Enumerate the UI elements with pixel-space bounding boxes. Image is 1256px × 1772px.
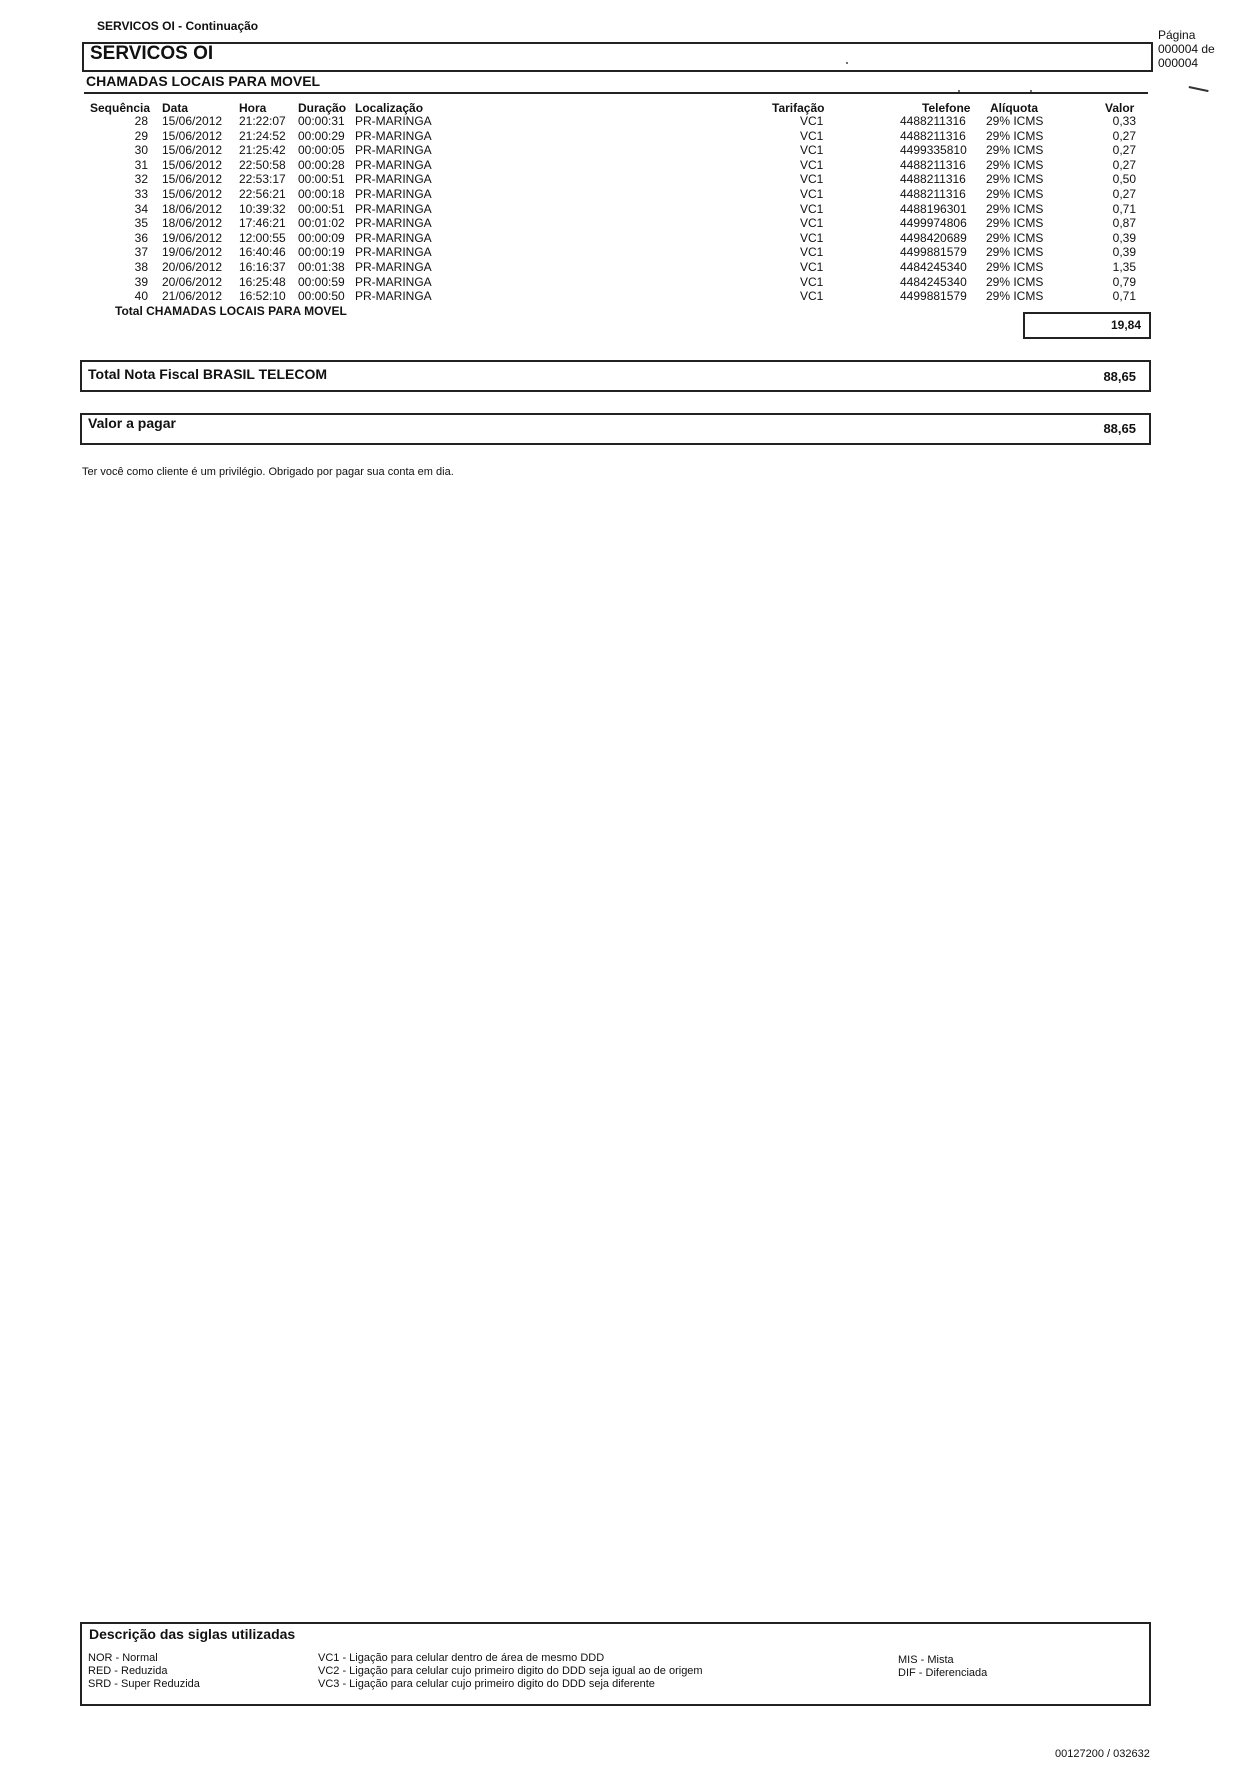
cell-hora: 10:39:32 — [239, 201, 286, 216]
cell-telefone: 4484245340 — [900, 260, 967, 274]
table-row — [0, 245, 1256, 260]
cell-duracao: 00:00:51 — [298, 201, 345, 216]
cell-duracao: 00:00:19 — [298, 245, 345, 260]
cell-tarifacao: VC1 — [800, 245, 824, 260]
cell-date: 18/06/2012 — [162, 216, 223, 231]
cell-tarifacao: VC1 — [800, 172, 824, 187]
col-header-valor: Valor — [1105, 101, 1135, 115]
cell-date: 15/06/2012 — [162, 187, 223, 201]
cell-telefone: 4488211316 — [900, 187, 966, 201]
cell-duracao: 00:00:09 — [298, 230, 345, 245]
table-row — [0, 202, 1256, 217]
cell-duracao: 00:00:05 — [298, 143, 345, 158]
legend-item: VC3 - Ligação para celular cujo primeiro digito do DDD seja diferente — [318, 1678, 655, 1690]
document-code: 00127200 / 032632 — [1055, 1748, 1150, 1760]
cell-valor: 0,27 — [1112, 143, 1136, 158]
cell-localizacao: PR-MARINGA — [355, 216, 432, 231]
cell-valor: 0,79 — [1112, 274, 1136, 289]
cell-aliquota: 29% ICMS — [986, 245, 1044, 260]
cell-valor: 0,39 — [1112, 245, 1136, 260]
cell-valor: 0,27 — [1112, 157, 1136, 172]
cell-seq: 38 — [134, 260, 148, 274]
cell-valor: 0,27 — [1112, 187, 1136, 201]
legend-item: DIF - Diferenciada — [898, 1667, 988, 1679]
cell-telefone: 4484245340 — [900, 274, 967, 289]
cell-seq: 29 — [134, 128, 148, 143]
cell-hora: 17:46:21 — [239, 216, 286, 231]
table-row — [0, 187, 1256, 202]
cell-localizacao: PR-MARINGA — [355, 289, 432, 304]
cell-tarifacao: VC1 — [800, 230, 824, 245]
page-indicator — [1158, 28, 1215, 70]
cell-aliquota: 29% ICMS — [986, 114, 1044, 128]
cell-date: 20/06/2012 — [162, 274, 223, 289]
cell-telefone: 4499881579 — [900, 245, 967, 260]
cell-aliquota: 29% ICMS — [986, 260, 1044, 274]
cell-duracao: 00:00:59 — [298, 274, 345, 289]
cell-duracao: 00:00:51 — [298, 172, 345, 187]
cell-aliquota: 29% ICMS — [986, 143, 1044, 158]
cell-duracao: 00:01:02 — [298, 216, 345, 231]
cell-hora: 22:53:17 — [239, 172, 286, 187]
cell-tarifacao: VC1 — [800, 274, 824, 289]
cell-hora: 16:16:37 — [239, 260, 286, 274]
cell-telefone: 4488211316 — [900, 128, 966, 143]
cell-telefone: 4488196301 — [900, 201, 967, 216]
cell-tarifacao: VC1 — [800, 289, 824, 304]
table-row — [0, 158, 1256, 173]
cell-date: 15/06/2012 — [162, 128, 223, 143]
cell-localizacao: PR-MARINGA — [355, 187, 432, 201]
cell-date: 18/06/2012 — [162, 201, 223, 216]
legend-item: VC2 - Ligação para celular cujo primeiro digito do DDD seja igual ao de origem — [318, 1665, 703, 1677]
cell-valor: 0,71 — [1112, 289, 1136, 304]
legend-col-2 — [318, 1652, 703, 1691]
cell-seq: 32 — [134, 172, 148, 187]
cell-aliquota: 29% ICMS — [986, 289, 1044, 304]
valor-pagar-label: Valor a pagar — [88, 415, 176, 431]
cell-duracao: 00:01:38 — [298, 260, 345, 274]
cell-seq: 33 — [134, 187, 148, 201]
col-header-duracao: Duração — [298, 101, 347, 115]
cell-hora: 21:25:42 — [239, 143, 286, 158]
cell-telefone: 4499335810 — [900, 143, 967, 158]
cell-date: 20/06/2012 — [162, 260, 223, 274]
page-total: 000004 — [1158, 56, 1199, 70]
cell-hora: 21:24:52 — [239, 128, 286, 143]
cell-tarifacao: VC1 — [800, 128, 824, 143]
cell-seq: 35 — [134, 216, 148, 231]
col-header-telefone: Telefone — [922, 101, 971, 115]
cell-localizacao: PR-MARINGA — [355, 274, 432, 289]
cell-seq: 40 — [134, 289, 148, 304]
cell-telefone: 4499974806 — [900, 216, 967, 231]
col-header-hora: Hora — [239, 101, 267, 115]
section-title-box — [82, 42, 1153, 72]
cell-date: 15/06/2012 — [162, 172, 223, 187]
cell-hora: 22:56:21 — [239, 187, 286, 201]
cell-tarifacao: VC1 — [800, 187, 824, 201]
cell-aliquota: 29% ICMS — [986, 201, 1044, 216]
cell-localizacao: PR-MARINGA — [355, 128, 432, 143]
cell-tarifacao: VC1 — [800, 157, 824, 172]
cell-hora: 16:52:10 — [239, 289, 286, 304]
cell-hora: 16:25:48 — [239, 274, 286, 289]
cell-duracao: 00:00:31 — [298, 114, 345, 128]
cell-telefone: 4499881579 — [900, 289, 967, 304]
table-row — [0, 231, 1256, 246]
col-header-tarifacao: Tarifação — [772, 101, 825, 115]
cell-localizacao: PR-MARINGA — [355, 245, 432, 260]
cell-date: 19/06/2012 — [162, 230, 223, 245]
legend-col-3 — [898, 1654, 987, 1680]
cell-aliquota: 29% ICMS — [986, 157, 1044, 172]
cell-duracao: 00:00:29 — [298, 128, 345, 143]
legend-title: Descrição das siglas utilizadas — [89, 1626, 296, 1642]
cell-valor: 0,33 — [1112, 114, 1136, 128]
subtitle-underline — [84, 92, 1148, 94]
cell-duracao: 00:00:50 — [298, 289, 345, 304]
table-row — [0, 216, 1256, 231]
table-row — [0, 129, 1256, 144]
legend-item: SRD - Super Reduzida — [88, 1678, 200, 1690]
cell-date: 21/06/2012 — [162, 289, 223, 304]
section-total-value: 19,84 — [1110, 318, 1141, 332]
legend-col-1 — [88, 1652, 200, 1691]
legend-item: MIS - Mista — [898, 1654, 954, 1666]
cell-aliquota: 29% ICMS — [986, 128, 1044, 143]
legend-item: RED - Reduzida — [88, 1665, 168, 1677]
cell-tarifacao: VC1 — [800, 260, 824, 274]
cell-telefone: 4488211316 — [900, 172, 966, 187]
cell-seq: 34 — [134, 201, 148, 216]
scan-speck — [958, 90, 960, 92]
cell-localizacao: PR-MARINGA — [355, 201, 432, 216]
cell-valor: 0,27 — [1112, 128, 1136, 143]
scan-speck — [1030, 90, 1032, 92]
col-header-aliquota: Alíquota — [990, 101, 1038, 115]
page-label: Página — [1158, 28, 1196, 42]
cell-seq: 28 — [134, 114, 148, 128]
nota-fiscal-value: 88,65 — [1103, 369, 1136, 384]
valor-pagar-value: 88,65 — [1103, 421, 1136, 436]
scan-mark — [1187, 86, 1208, 98]
scan-speck — [846, 62, 848, 64]
cell-tarifacao: VC1 — [800, 143, 824, 158]
page-number: 000004 de — [1158, 42, 1215, 56]
cell-date: 15/06/2012 — [162, 114, 223, 128]
cell-aliquota: 29% ICMS — [986, 172, 1044, 187]
table-row — [0, 289, 1256, 304]
cell-localizacao: PR-MARINGA — [355, 260, 432, 274]
cell-valor: 0,39 — [1112, 230, 1136, 245]
table-row — [0, 260, 1256, 275]
cell-hora: 22:50:58 — [239, 157, 286, 172]
cell-seq: 36 — [134, 230, 148, 245]
section-total-label: Total CHAMADAS LOCAIS PARA MOVEL — [115, 304, 347, 318]
cell-localizacao: PR-MARINGA — [355, 114, 432, 128]
cell-aliquota: 29% ICMS — [986, 187, 1044, 201]
cell-valor: 0,87 — [1112, 216, 1136, 231]
legend-item: VC1 - Ligação para celular dentro de área de mesmo DDD — [318, 1652, 605, 1664]
cell-seq: 30 — [134, 143, 148, 158]
legend-item: NOR - Normal — [88, 1652, 158, 1664]
col-header-seq: Sequência — [90, 101, 151, 115]
cell-hora: 12:00:55 — [239, 230, 286, 245]
thank-you-message: Ter você como cliente é um privilégio. Obrigado por pagar sua conta em dia. — [82, 466, 454, 478]
cell-telefone: 4498420689 — [900, 230, 967, 245]
cell-aliquota: 29% ICMS — [986, 274, 1044, 289]
section-title: SERVICOS OI — [90, 43, 214, 64]
cell-localizacao: PR-MARINGA — [355, 143, 432, 158]
cell-seq: 31 — [134, 157, 148, 172]
cell-localizacao: PR-MARINGA — [355, 172, 432, 187]
section-subtitle: CHAMADAS LOCAIS PARA MOVEL — [86, 73, 321, 89]
cell-valor: 0,50 — [1112, 172, 1136, 187]
col-header-localizacao: Localização — [355, 101, 424, 115]
cell-date: 15/06/2012 — [162, 157, 223, 172]
table-row — [0, 275, 1256, 290]
cell-localizacao: PR-MARINGA — [355, 157, 432, 172]
cell-aliquota: 29% ICMS — [986, 230, 1044, 245]
cell-valor: 1,35 — [1112, 260, 1136, 274]
table-row — [0, 114, 1256, 129]
cell-tarifacao: VC1 — [800, 114, 824, 128]
cell-hora: 21:22:07 — [239, 114, 286, 128]
cell-duracao: 00:00:18 — [298, 187, 345, 201]
cell-duracao: 00:00:28 — [298, 157, 345, 172]
cell-aliquota: 29% ICMS — [986, 216, 1044, 231]
cell-valor: 0,71 — [1112, 201, 1136, 216]
cell-hora: 16:40:46 — [239, 245, 286, 260]
cell-telefone: 4488211316 — [900, 114, 966, 128]
cell-seq: 39 — [134, 274, 148, 289]
table-row — [0, 172, 1256, 187]
continuation-header: SERVICOS OI - Continuação — [97, 19, 259, 33]
valor-pagar-box — [80, 413, 1151, 445]
table-row — [0, 143, 1256, 158]
col-header-date: Data — [162, 101, 189, 115]
cell-date: 19/06/2012 — [162, 245, 223, 260]
cell-date: 15/06/2012 — [162, 143, 223, 158]
cell-tarifacao: VC1 — [800, 201, 824, 216]
cell-seq: 37 — [134, 245, 148, 260]
cell-telefone: 4488211316 — [900, 157, 966, 172]
cell-localizacao: PR-MARINGA — [355, 230, 432, 245]
nota-fiscal-label: Total Nota Fiscal BRASIL TELECOM — [88, 366, 328, 382]
cell-tarifacao: VC1 — [800, 216, 824, 231]
